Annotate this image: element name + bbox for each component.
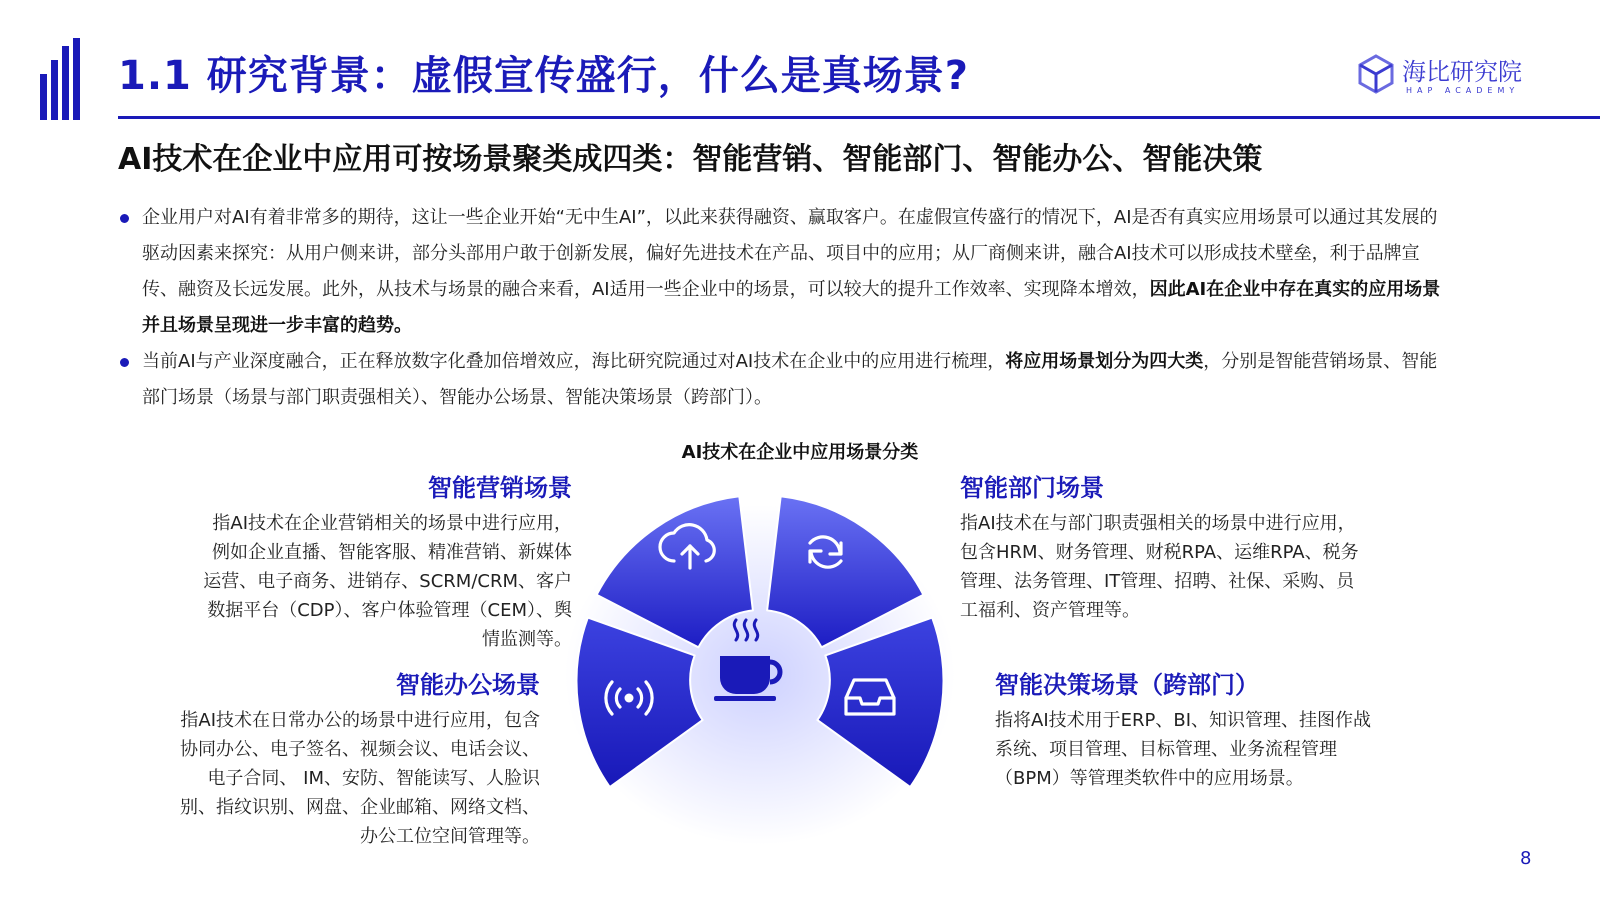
logo-cube-icon <box>1358 54 1394 94</box>
bullet-tail-text: ，分别是智能营销场景、智能部门场景（场景与部门职责强相关）、智能办公场景、智能决策场景（跨部门）。 <box>142 351 1438 408</box>
category-office <box>180 665 540 851</box>
category-title: 智能决策场景（跨部门） <box>995 671 1259 699</box>
category-decision <box>995 665 1385 793</box>
logo <box>1358 52 1548 102</box>
bullet-list <box>120 200 1450 416</box>
title-decoration-bars <box>40 38 80 120</box>
bullet-text: 企业用户对AI有着非常多的期待，这让一些企业开始“无中生AI”，以此来获得融资、赢取客户。在虚假宣传盛行的情况下，AI是否有真实应用场景可以通过其发展的驱动因素来探究：从用户侧来讲，部分头部用户敢于创新发展，偏好先进技术在产品、项目中的应用；从厂商侧来讲，融合AI技术可以形成技术壁垒，利于品牌宣传、融资及长远发展。此外，从技术与场景的融合来看，AI适用一些企业中的场景，可以较大的提升工作效率、实现降本增效， <box>142 207 1438 300</box>
category-title: 智能办公场景 <box>396 671 540 699</box>
bullet-item <box>120 200 1450 344</box>
bullet-dot <box>120 358 129 367</box>
category-marketing <box>200 468 572 654</box>
page-number: 8 <box>1520 848 1532 869</box>
logo-text: 海比研究院 <box>1402 58 1522 86</box>
category-title: 智能营销场景 <box>428 474 572 502</box>
category-description: 指AI技术在与部门职责强相关的场景中进行应用，包含HRM、财务管理、财税RPA、运维RPA、税务管理、法务管理、IT管理、招聘、社保、采购、员工福利、资产管理等。 <box>960 513 1359 621</box>
category-description: 指将AI技术用于ERP、BI、知识管理、挂图作战系统、项目管理、目标管理、业务流程管理（BPM）等管理类软件中的应用场景。 <box>995 710 1372 789</box>
category-description: 指AI技术在日常办公的场景中进行应用，包含协同办公、电子签名、视频会议、电话会议、电子合同、 IM、安防、智能读写、人脸识别、指纹识别、网盘、企业邮箱、网络文档、办公工位空间管理等。 <box>180 710 540 847</box>
section-subtitle: AI技术在企业中应用可按场景聚类成四类：智能营销、智能部门、智能办公、智能决策 <box>118 142 1263 177</box>
bullet-dot <box>120 214 129 223</box>
bullet-text: 当前AI与产业深度融合，正在释放数字化叠加倍增效应，海比研究院通过对AI技术在企业中的应用进行梳理， <box>142 351 1006 372</box>
title-underline <box>118 116 1600 119</box>
bullet-item <box>120 344 1450 416</box>
bullet-bold-text: 将应用场景划分为四大类 <box>1005 351 1204 372</box>
bullet-bold-text: 因此AI在企业中存在真实的应用场景并且场景呈现进一步丰富的趋势。 <box>142 279 1441 336</box>
category-department <box>960 468 1360 625</box>
category-description: 指AI技术在企业营销相关的场景中进行应用，例如企业直播、智能客服、精准营销、新媒体运营、电子商务、进销存、SCRM/CRM、客户数据平台（CDP）、客户体验管理（CEM）、舆情监测等。 <box>203 513 572 650</box>
page-title: 1.1 研究背景：虚假宣传盛行，什么是真场景? <box>118 53 969 99</box>
scenario-diagram <box>560 470 960 850</box>
category-title: 智能部门场景 <box>960 474 1104 502</box>
diagram-title: AI技术在企业中应用场景分类 <box>681 442 919 463</box>
logo-subtext: HAP ACADEMY <box>1406 86 1520 95</box>
